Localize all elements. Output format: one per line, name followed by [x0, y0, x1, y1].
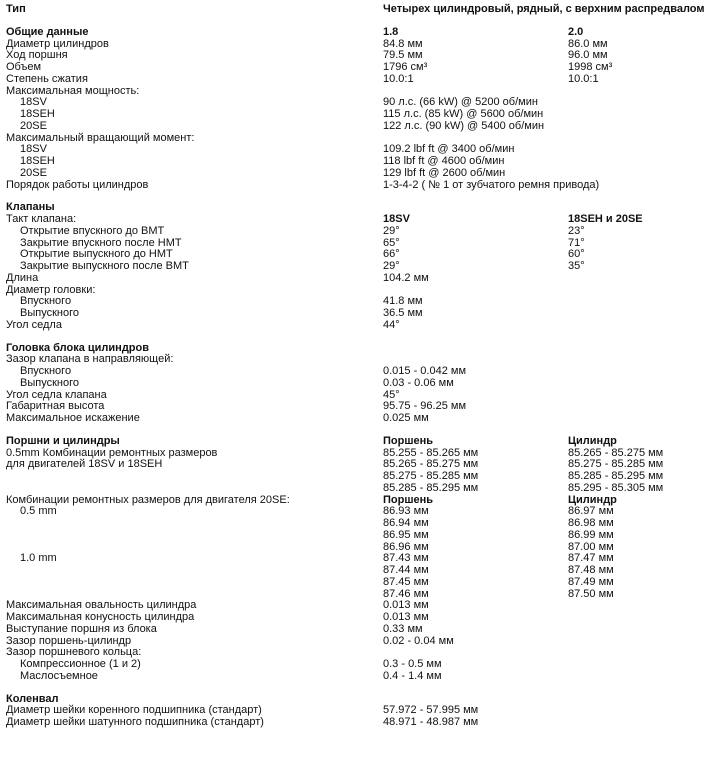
spec-label: 18SV [20, 143, 47, 156]
spec-label: Выступание поршня из блока [6, 622, 157, 635]
spec-row [0, 49, 725, 61]
spec-value: 85.275 - 85.285 мм [383, 470, 479, 482]
spec-value: 44° [383, 318, 400, 331]
spec-value-alt: 85.275 - 85.285 мм [568, 458, 664, 471]
spec-value: 115 л.с. (85 kW) @ 5600 об/мин [383, 108, 544, 120]
spec-row [0, 96, 725, 108]
spec-value-alt: 85.285 - 85.295 мм [568, 470, 664, 482]
spec-value-alt: 87.48 мм [568, 564, 614, 576]
spec-row [0, 412, 725, 424]
spec-label: Диаметр шейки шатунного подшипника (стандарт) [6, 716, 264, 728]
spec-value-alt: 85.265 - 85.275 мм [568, 446, 664, 459]
spec-row [0, 26, 725, 38]
spec-value: 0.025 мм [383, 412, 429, 424]
spec-value: 29° [383, 260, 400, 272]
spec-value: Четырех цилиндровый, рядный, с верхним распредвалом [383, 3, 705, 15]
spec-row [0, 400, 725, 412]
spec-label: Максимальное искажение [6, 412, 140, 424]
spec-value: 10.0:1 [383, 72, 414, 85]
spec-value-alt: 87.00 мм [568, 540, 614, 553]
spec-value-alt: 87.49 мм [568, 575, 614, 588]
spec-row [0, 704, 725, 716]
section-heading: Клапаны [6, 201, 55, 214]
spec-label: Комбинации ремонтных размеров для двигателя 20SE: [6, 493, 290, 506]
spec-label: Такт клапана: [6, 213, 77, 225]
spec-label: Закрытие впускного после НМТ [20, 236, 182, 249]
spec-value: 0.013 мм [383, 611, 429, 623]
spec-row [0, 458, 725, 470]
section-heading: Поршни и цилиндры [6, 434, 120, 447]
spec-row [0, 552, 725, 564]
spec-value-alt: 35° [568, 260, 585, 272]
spec-label: Максимальный вращающий момент: [6, 131, 195, 144]
spec-label: Степень сжатия [6, 72, 88, 85]
spec-value: 29° [383, 224, 400, 237]
spec-value-alt: 86.97 мм [568, 505, 614, 518]
spec-row [0, 494, 725, 506]
spec-label: Маслосъемное [20, 669, 98, 682]
spec-row [0, 564, 725, 576]
spec-value-alt: 86.98 мм [568, 517, 614, 529]
spec-value: 85.285 - 85.295 мм [383, 481, 479, 494]
column-heading: 18SV [383, 213, 410, 225]
column-heading: Поршень [383, 434, 434, 447]
spec-row [0, 611, 725, 623]
spec-row [0, 505, 725, 517]
spec-value: 1-3-4-2 ( № 1 от зубчатого ремня привода) [383, 178, 600, 191]
spec-value: 87.46 мм [383, 587, 429, 600]
spec-value: 0.013 мм [383, 599, 429, 612]
spec-label: Компрессионное (1 и 2) [20, 658, 141, 670]
spec-value: 86.96 мм [383, 540, 429, 553]
spec-label: Зазор клапана в направляющей: [6, 353, 174, 366]
spec-label: для двигателей 18SV и 18SEH [6, 458, 163, 471]
spec-label: 0.5mm Комбинации ремонтных размеров [6, 446, 218, 459]
spec-value: 66° [383, 248, 400, 261]
spec-label: Зазор поршень-цилиндр [6, 634, 132, 647]
spec-label: 18SV [20, 96, 47, 109]
spec-value: 0.3 - 0.5 мм [383, 658, 442, 670]
spec-row [0, 646, 725, 658]
column-heading: Поршень [383, 493, 434, 506]
spec-value-alt: 86.0 мм [568, 37, 608, 50]
spec-label: Открытие выпускного до НМТ [20, 248, 173, 261]
spec-row [0, 143, 725, 155]
spec-value: 104.2 мм [383, 271, 429, 284]
spec-row [0, 85, 725, 97]
spec-row [0, 295, 725, 307]
spec-row [0, 435, 725, 447]
section-heading: Тип [6, 3, 26, 15]
spec-value-alt: 10.0:1 [568, 72, 599, 85]
spec-value-alt: 23° [568, 224, 585, 237]
spec-value: 0.4 - 1.4 мм [383, 669, 442, 682]
spec-row [0, 377, 725, 389]
spec-row [0, 307, 725, 319]
spec-row [0, 61, 725, 73]
spec-value: 129 lbf ft @ 2600 об/мин [383, 166, 506, 179]
spec-label: Угол седла клапана [6, 388, 107, 401]
spec-value-alt: 87.50 мм [568, 587, 614, 600]
spec-label: Закрытие выпускного после ВМТ [20, 260, 189, 272]
spec-label: Порядок работы цилиндров [6, 178, 149, 191]
column-heading: 2.0 [568, 25, 584, 38]
spec-label: Ход поршня [6, 49, 68, 62]
spec-label: Длина [6, 271, 39, 284]
spec-row [0, 517, 725, 529]
spec-value: 122 л.с. (90 kW) @ 5400 об/мин [383, 119, 545, 132]
spec-row [0, 179, 725, 191]
spec-value: 118 lbf ft @ 4600 об/мин [383, 155, 505, 167]
spec-value: 87.45 мм [383, 575, 429, 588]
spec-row [0, 588, 725, 600]
spec-value: 45° [383, 388, 400, 401]
spec-row [0, 132, 725, 144]
spec-label: Диаметр шейки коренного подшипника (стандарт) [6, 704, 262, 717]
spec-row [0, 716, 725, 728]
spec-value: 0.03 - 0.06 мм [383, 376, 454, 389]
spec-label: Открытие впускного до ВМТ [20, 224, 165, 237]
spec-row [0, 635, 725, 647]
spec-label: Диаметр цилиндров [6, 37, 109, 50]
spec-value: 87.44 мм [383, 564, 429, 576]
spec-label: Зазор поршневого кольца: [6, 646, 142, 659]
spec-row [0, 670, 725, 682]
spec-row [0, 248, 725, 260]
spec-value: 41.8 мм [383, 295, 423, 308]
spec-value: 86.95 мм [383, 528, 429, 541]
spec-value: 0.015 - 0.042 мм [383, 365, 467, 377]
spec-label: Впускного [20, 295, 72, 308]
spec-row [0, 3, 725, 15]
spec-row [0, 272, 725, 284]
spec-row [0, 482, 725, 494]
spec-row [0, 599, 725, 611]
column-heading: 18SEH и 20SE [568, 213, 643, 225]
spec-value: 0.02 - 0.04 мм [383, 634, 454, 647]
spec-value: 84.8 мм [383, 37, 423, 50]
spec-row [0, 167, 725, 179]
spec-value: 57.972 - 57.995 мм [383, 704, 479, 717]
spec-row [0, 38, 725, 50]
spec-value-alt: 86.99 мм [568, 528, 614, 541]
section-heading: Общие данные [6, 25, 89, 38]
spec-label: Максимальная овальность цилиндра [6, 599, 197, 612]
spec-row [0, 693, 725, 705]
spec-label: Выпускного [20, 307, 79, 319]
section-heading: Коленвал [6, 692, 59, 705]
spec-label: Габаритная высота [6, 400, 105, 413]
spec-row [0, 541, 725, 553]
spec-value: 85.265 - 85.275 мм [383, 458, 479, 471]
spec-value: 109.2 lbf ft @ 3400 об/мин [383, 143, 515, 156]
spec-value: 48.971 - 48.987 мм [383, 716, 479, 728]
spec-row [0, 623, 725, 635]
spec-value: 86.93 мм [383, 505, 429, 518]
spec-value-alt: 71° [568, 236, 585, 249]
spec-label: 18SEH [20, 155, 55, 167]
spec-row [0, 447, 725, 459]
spec-value: 90 л.с. (66 kW) @ 5200 об/мин [383, 96, 538, 109]
spec-row [0, 365, 725, 377]
spec-value: 86.94 мм [383, 517, 429, 529]
spec-row [0, 576, 725, 588]
spec-value: 0.33 мм [383, 622, 423, 635]
spec-row [0, 237, 725, 249]
spec-value: 65° [383, 236, 400, 249]
column-heading: Цилиндр [568, 434, 617, 447]
spec-row [0, 658, 725, 670]
spec-row [0, 353, 725, 365]
spec-row [0, 342, 725, 354]
spec-row [0, 260, 725, 272]
spec-value-alt: 60° [568, 248, 585, 261]
spec-value: 95.75 - 96.25 мм [383, 400, 467, 413]
spec-row [0, 201, 725, 213]
spec-label: Максимальная мощность: [6, 84, 140, 97]
spec-label: Максимальная конусность цилиндра [6, 611, 195, 623]
spec-label: Диаметр головки: [6, 283, 96, 296]
spec-label: Выпускного [20, 376, 79, 389]
spec-label: Угол седла [6, 318, 62, 331]
spec-value: 36.5 мм [383, 307, 423, 319]
section-heading: Головка блока цилиндров [6, 341, 149, 354]
spec-label: 0.5 mm [20, 505, 57, 518]
spec-row [0, 470, 725, 482]
spec-row [0, 529, 725, 541]
spec-row [0, 108, 725, 120]
spec-value: 1796 см³ [383, 61, 428, 73]
spec-row [0, 284, 725, 296]
spec-row [0, 120, 725, 132]
spec-value: 85.255 - 85.265 мм [383, 446, 479, 459]
spec-value-alt: 96.0 мм [568, 49, 608, 62]
spec-row [0, 155, 725, 167]
spec-row [0, 73, 725, 85]
column-heading: Цилиндр [568, 493, 617, 506]
spec-value: 79.5 мм [383, 49, 423, 62]
spec-label: 18SEH [20, 108, 55, 120]
spec-label: 20SE [20, 119, 47, 132]
spec-value-alt: 85.295 - 85.305 мм [568, 481, 664, 494]
spec-value-alt: 87.47 мм [568, 552, 614, 565]
spec-row [0, 389, 725, 401]
spec-label: 20SE [20, 166, 47, 179]
spec-value: 87.43 мм [383, 552, 429, 565]
spec-label: Впускного [20, 365, 72, 377]
spec-row [0, 319, 725, 331]
column-heading: 1.8 [383, 25, 399, 38]
spec-label: 1.0 mm [20, 552, 57, 565]
spec-value-alt: 1998 см³ [568, 61, 613, 73]
spec-row [0, 225, 725, 237]
spec-label: Объем [6, 61, 42, 73]
spec-row [0, 213, 725, 225]
